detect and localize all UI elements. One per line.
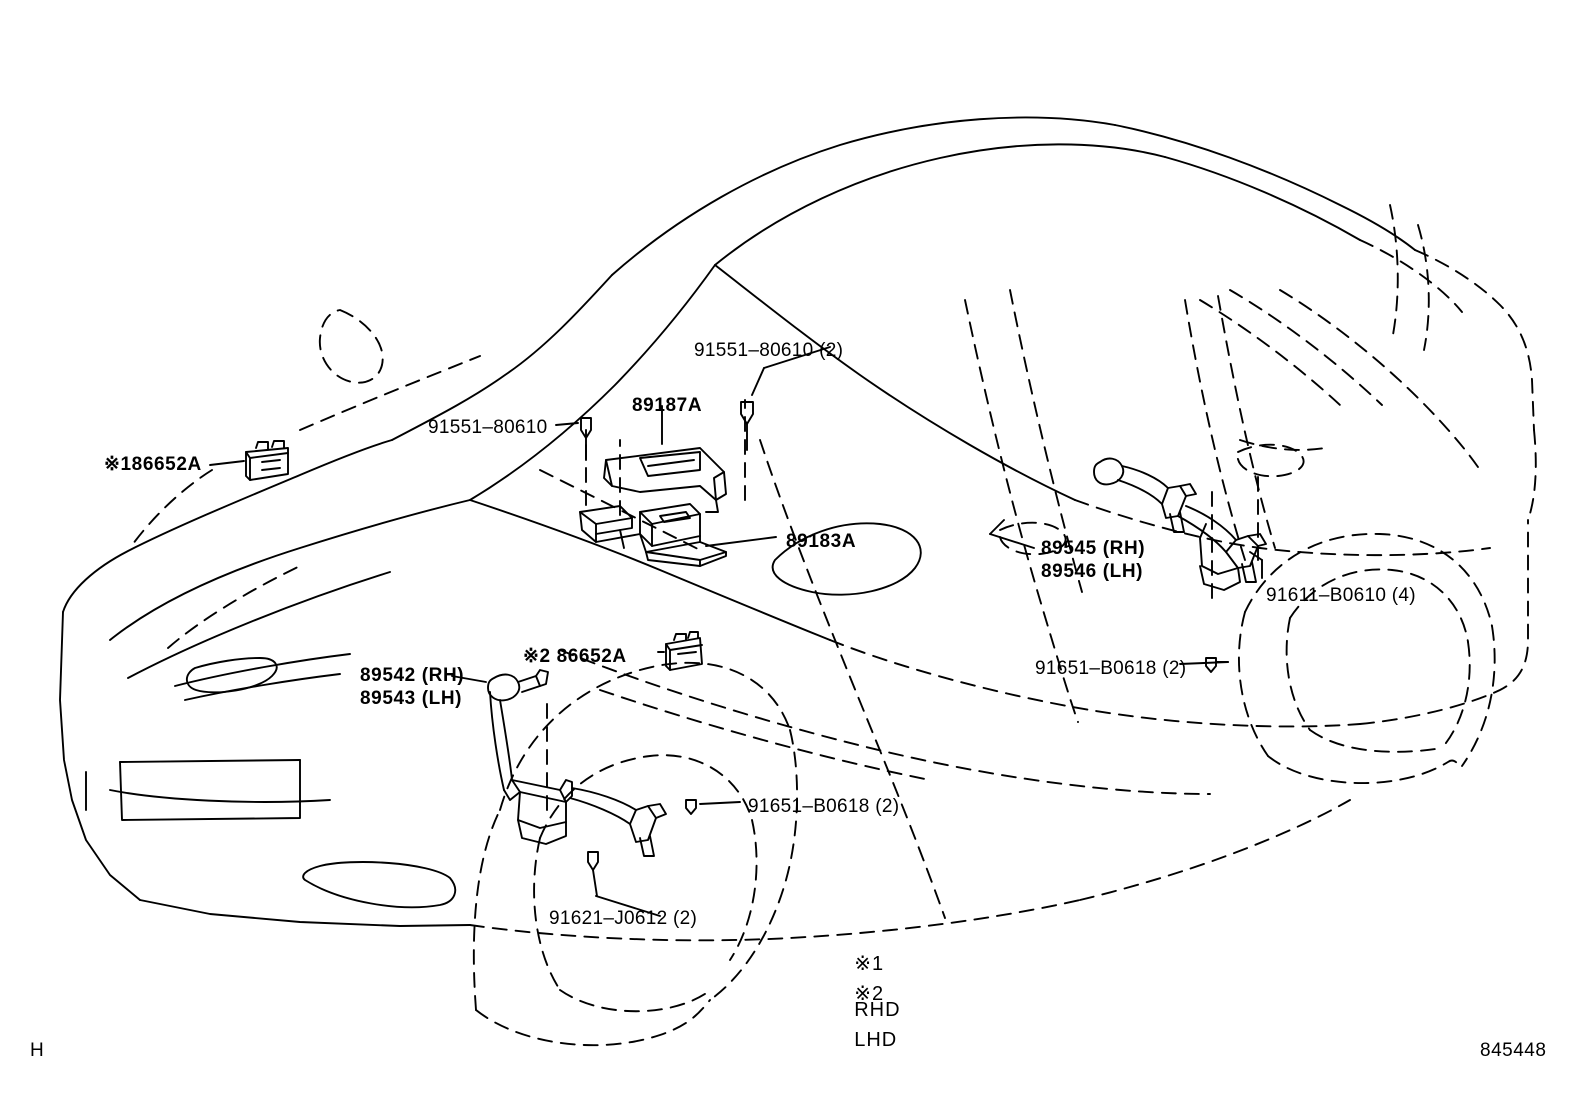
callout-186652a: ※186652A	[104, 454, 202, 475]
callout-91621-j0612-2: 91621–J0612 (2)	[549, 908, 698, 929]
callout-91651-b0618-2-front: 91651–B0618 (2)	[748, 796, 900, 817]
legend-lhd-text: LHD	[854, 1029, 898, 1051]
callout-89542-rh: 89542 (RH)	[360, 665, 465, 686]
callout-91611-b0610-4: 91611–B0610 (4)	[1266, 585, 1416, 606]
callout-89183a: 89183A	[786, 531, 857, 552]
legend-rhd-marker: ※1	[854, 953, 885, 975]
callout-91651-b0618-2-rear: 91651–B0618 (2)	[1035, 658, 1187, 679]
callout-2-86652a: ※2 86652A	[523, 646, 627, 667]
callout-91551-80610-2: 91551–80610 (2)	[694, 340, 844, 361]
legend-rhd-text: RHD	[854, 999, 901, 1021]
legend-lhd	[828, 958, 897, 1075]
callout-91551-80610: 91551–80610	[428, 417, 548, 438]
legend-lhd-marker: ※2	[854, 983, 885, 1005]
callout-89187a: 89187A	[632, 395, 703, 416]
callout-89545-rh: 89545 (RH)	[1041, 538, 1146, 559]
sheet-code: 845448	[1480, 1040, 1547, 1061]
callout-89546-lh: 89546 (LH)	[1041, 561, 1144, 582]
sheet-letter: H	[30, 1040, 45, 1061]
callout-89543-lh: 89543 (LH)	[360, 688, 463, 709]
